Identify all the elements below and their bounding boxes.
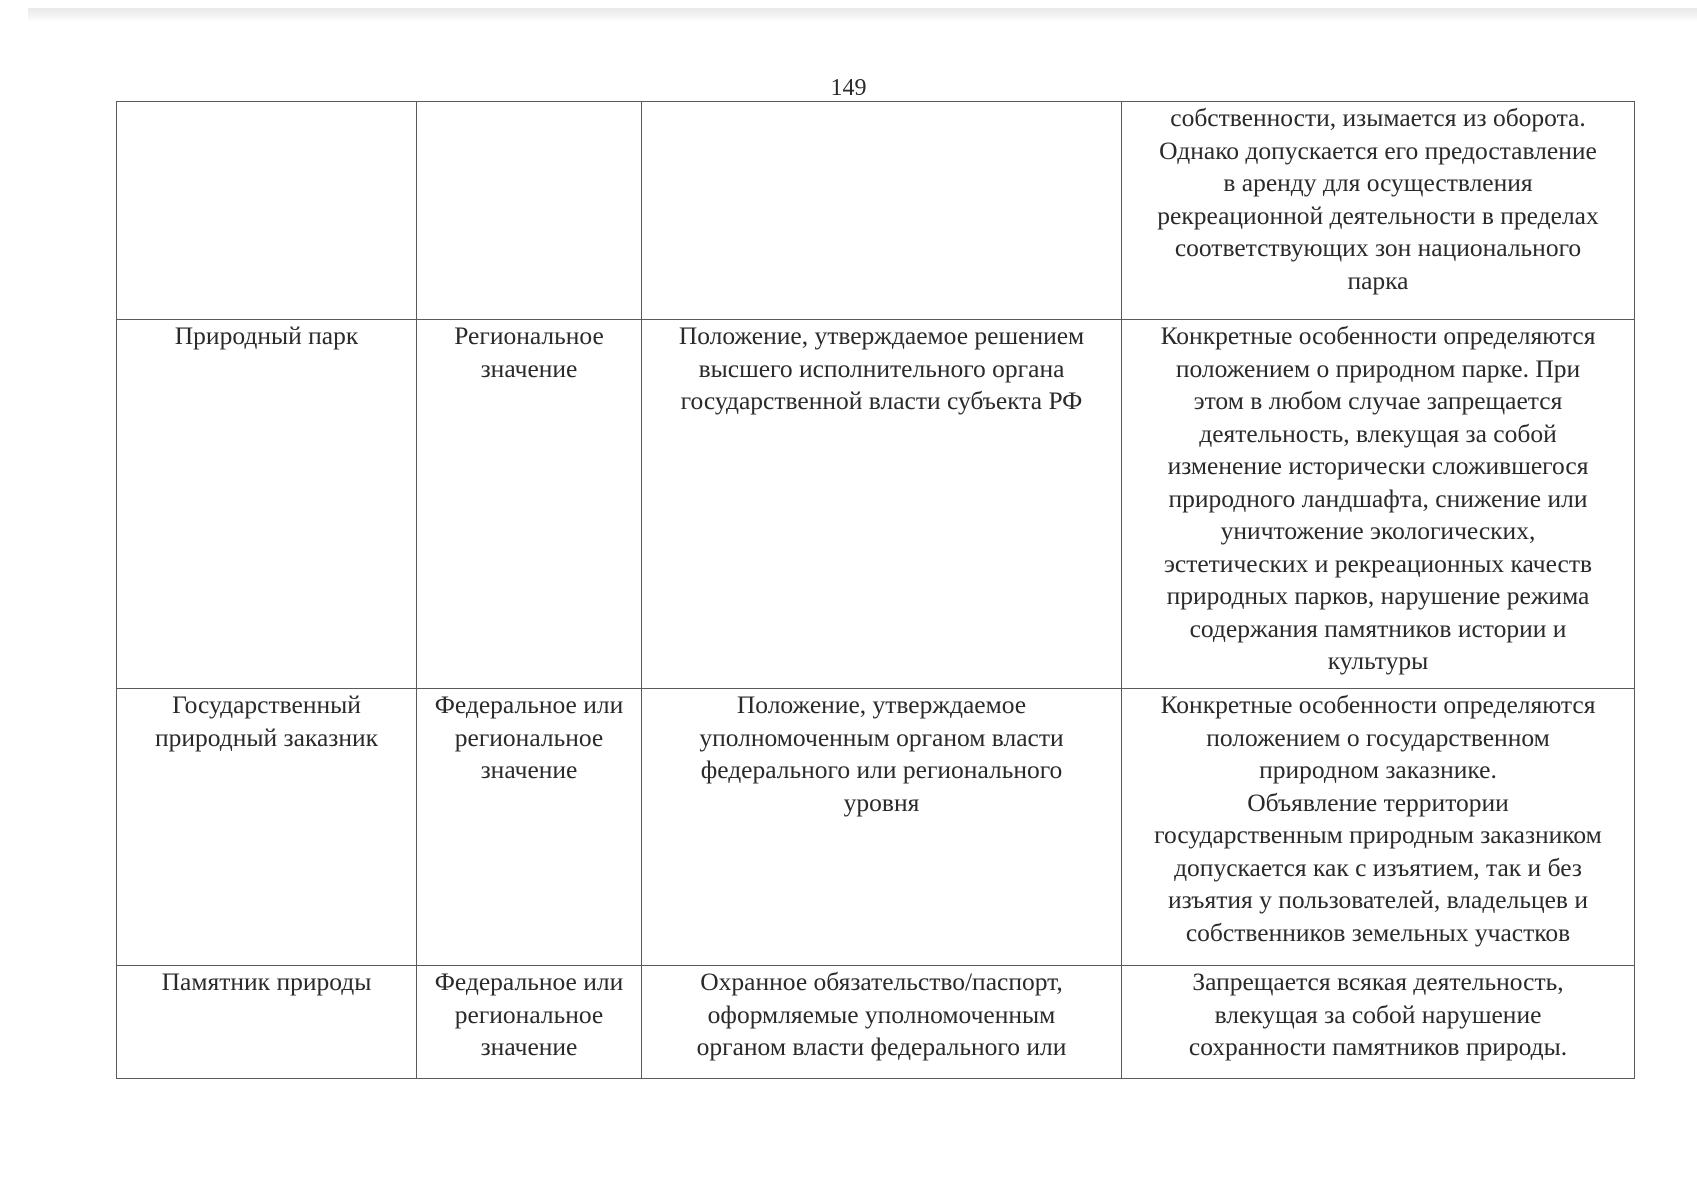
cell-type [117,102,417,320]
cell-line: культуры [1327,646,1429,675]
cell-line: Запрещается всякая деятельность, [1192,967,1564,996]
cell-line: Однако допускается его предоставление [1159,135,1597,165]
cell-line: уровня [843,787,920,817]
cell-line: Федеральное или [434,690,624,719]
cell-line: деятельность, влекущая за собой [1199,418,1557,448]
cell-line: региональное [454,999,604,1029]
cell-basis [642,966,1122,1079]
cell-regime [1122,320,1635,689]
cell-line: рекреационной деятельности в пределах [1157,200,1599,230]
cell-basis [642,689,1122,966]
protected-areas-table [116,101,1635,1079]
cell-line: Природный парк [174,321,359,350]
cell-line: влекущая за собой нарушение [1214,999,1542,1029]
cell-line: соответствующих зон национального [1174,233,1582,262]
cell-line: сохранности памятников природы. [1188,1032,1568,1061]
cell-line: Региональное [454,321,604,350]
cell-line: природном заказнике. [1259,755,1497,784]
table-row [117,966,1635,1079]
cell-line: собственников земельных участков [1185,917,1571,947]
cell-line: положением о государственном [1206,722,1550,752]
cell-significance [417,966,642,1079]
cell-line: содержания памятников истории и [1189,613,1567,643]
table-row [117,320,1635,689]
table-row [117,102,1635,320]
cell-line: Конкретные особенности определяются [1160,690,1596,719]
cell-line: значение [480,755,578,784]
cell-line: природного ландшафта, снижение или [1168,483,1588,513]
cell-significance [417,102,642,320]
cell-line: государственным природным заказником [1154,820,1602,849]
cell-line: оформляемые уполномоченным [707,999,1056,1029]
cell-type [117,689,417,966]
cell-type [117,966,417,1079]
cell-line: природный заказник [154,722,379,752]
cell-line: парка [1347,265,1409,295]
cell-line: допускается как с изъятием, так и без [1174,852,1582,882]
cell-basis [642,320,1122,689]
table-row [117,689,1635,966]
cell-line: органом власти федерального или [696,1032,1067,1061]
cell-significance [417,320,642,689]
scan-edge-shadow [28,8,1697,22]
cell-line: положением о природном парке. При [1175,353,1581,383]
cell-line: региональное [454,722,604,752]
cell-line: значение [480,1032,578,1061]
cell-line: Государственный [172,690,361,719]
cell-regime [1122,102,1635,320]
cell-line: этом в любом случае запрещается [1193,386,1563,415]
cell-regime [1122,689,1635,966]
cell-line: уполномоченным органом власти [699,722,1064,752]
cell-line: Положение, утверждаемое [736,690,1027,719]
cell-line: в аренду для осуществления [1223,168,1533,197]
cell-line: уничтожение экологических, [1220,516,1536,545]
cell-line: Федеральное или [434,967,624,996]
cell-type [117,320,417,689]
cell-line: высшего исполнительного органа [698,353,1065,383]
cell-line: изъятия у пользователей, владельцев и [1168,885,1588,914]
cell-regime [1122,966,1635,1079]
cell-line: Объявление территории [1247,787,1509,817]
cell-line: собственности, изымается из оборота. [1170,103,1586,132]
cell-line: федерального или регионального [700,755,1063,784]
cell-basis [642,102,1122,320]
cell-line: эстетических и рекреационных качеств [1163,548,1593,578]
cell-line: Памятник природы [161,967,372,996]
cell-line: Конкретные особенности определяются [1160,321,1596,350]
page-number: 149 [830,75,867,101]
cell-line: Положение, утверждаемое решением [678,321,1085,350]
cell-line: государственной власти субъекта РФ [680,386,1083,415]
cell-line: значение [480,353,578,383]
cell-line: природных парков, нарушение режима [1166,581,1590,610]
cell-line: Охранное обязательство/паспорт, [700,967,1063,996]
cell-line: изменение исторически сложившегося [1167,451,1589,480]
cell-significance [417,689,642,966]
